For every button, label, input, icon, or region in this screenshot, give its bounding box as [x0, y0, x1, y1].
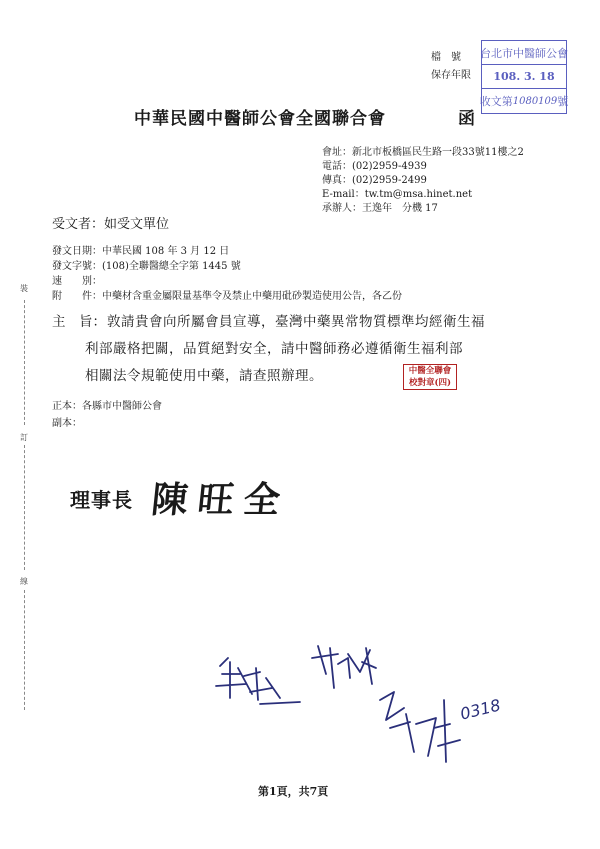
- contact-email: E-mail：tw.tm@msa.hinet.net: [322, 189, 473, 200]
- receipt-stamp-date: 108. 3. 18: [482, 65, 566, 89]
- proofreading-seal-line-2: 校對章(四): [408, 378, 452, 388]
- contact-address: 會址：新北市板橋區民生路一段33號11樓之2: [322, 147, 524, 158]
- subject-line-2: 利部嚴格把關，品質絕對安全，請中醫師務必遵循衛生福利部: [85, 341, 463, 357]
- proofreading-seal-line-1: 中醫全聯會: [408, 366, 452, 376]
- handwritten-date-note: 0318: [458, 695, 503, 724]
- retention-label: 保存年限: [431, 70, 471, 81]
- attachment: 附 件：中藥材含重金屬限量基準令及禁止中藥用砒砂製造使用公告，各乙份: [52, 291, 402, 302]
- binding-mark-ding: 訂: [20, 433, 28, 442]
- subject-label: 主 旨：: [52, 314, 106, 330]
- main-recipient: 正本：各縣市中醫師公會: [52, 401, 162, 412]
- document-type: 函: [458, 109, 475, 129]
- contact-handler: 承辦人：王逸年 分機 17: [322, 203, 438, 214]
- proofreading-seal: [403, 364, 457, 390]
- binding-dotted-line-top: [24, 300, 26, 425]
- receipt-number: 1080109: [512, 95, 558, 107]
- subject-line-1: 敦請貴會向所屬會員宣導，臺灣中藥異常物質標準均經衛生福: [107, 314, 485, 330]
- receipt-stamp-org: 台北市中醫師公會: [482, 41, 566, 65]
- binding-dotted-line-middle: [24, 445, 26, 570]
- contact-phone: 電話：(02)2959-4939: [322, 161, 427, 172]
- copy-recipient: 副本：: [52, 418, 82, 429]
- binding-dotted-line-bottom: [24, 590, 26, 710]
- file-no-label: 檔 號: [431, 52, 461, 63]
- chairman-title: 理事長: [70, 488, 133, 512]
- issue-number: 發文字號：(108)全聯醫總全字第 1445 號: [52, 261, 241, 272]
- contact-fax: 傳真：(02)2959-2499: [322, 175, 427, 186]
- binding-mark-zhuang: 裝: [20, 284, 28, 293]
- page-number: 第1頁，共7頁: [258, 785, 329, 798]
- recipient: 受文者：如受文單位: [52, 217, 170, 232]
- receipt-stamp: [481, 40, 567, 114]
- receipt-suffix: 號: [557, 95, 569, 108]
- issue-date: 發文日期：中華民國 108 年 3 月 12 日: [52, 246, 230, 257]
- receipt-stamp-number-row: [479, 89, 569, 113]
- chairman-name-stamp: 陳旺全: [149, 479, 292, 521]
- subject-line-3: 相關法令規範使用中藥，請查照辦理。: [85, 368, 323, 384]
- delivery-speed: 速 別：: [52, 276, 102, 287]
- document-title: 中華民國中醫師公會全國聯合會: [134, 109, 386, 129]
- receipt-label: 收文第: [479, 95, 513, 108]
- binding-mark-xian: 線: [20, 577, 28, 586]
